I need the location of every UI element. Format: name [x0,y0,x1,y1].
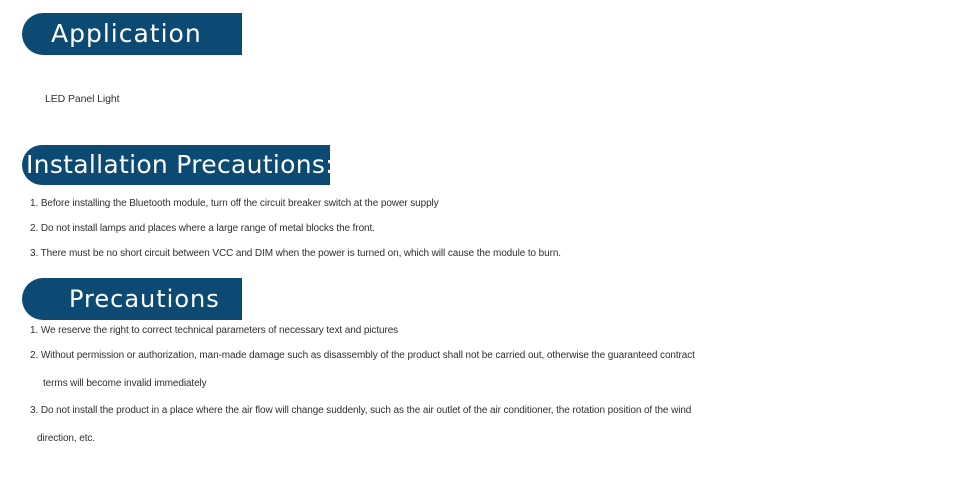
installation-precautions-heading: Installation Precautions: [22,145,330,185]
precautions-item-2-continued: terms will become invalid immediately [43,378,207,389]
precautions-item-3-continued: direction, etc. [37,433,95,444]
installation-item-2: 2. Do not install lamps and places where a large range of metal blocks the front. [30,223,375,234]
installation-item-1: 1. Before installing the Bluetooth module, turn off the circuit breaker switch at the power supply [30,198,439,209]
precautions-item-3: 3. Do not install the product in a place where the air flow will change suddenly, such as the air outlet of the air conditioner, the rotation position of the wind [30,405,692,416]
precautions-item-2: 2. Without permission or authorization, man-made damage such as disassembly of the product shall not be carried out, otherwise the guaranteed contract [30,350,695,361]
application-text: LED Panel Light [45,93,120,105]
precautions-item-1: 1. We reserve the right to correct technical parameters of necessary text and pictures [30,325,399,336]
application-heading: Application [22,13,242,55]
installation-item-3: 3. There must be no short circuit between VCC and DIM when the power is turned on, which will cause the module to burn. [30,248,561,259]
precautions-heading: Precautions [22,278,242,320]
